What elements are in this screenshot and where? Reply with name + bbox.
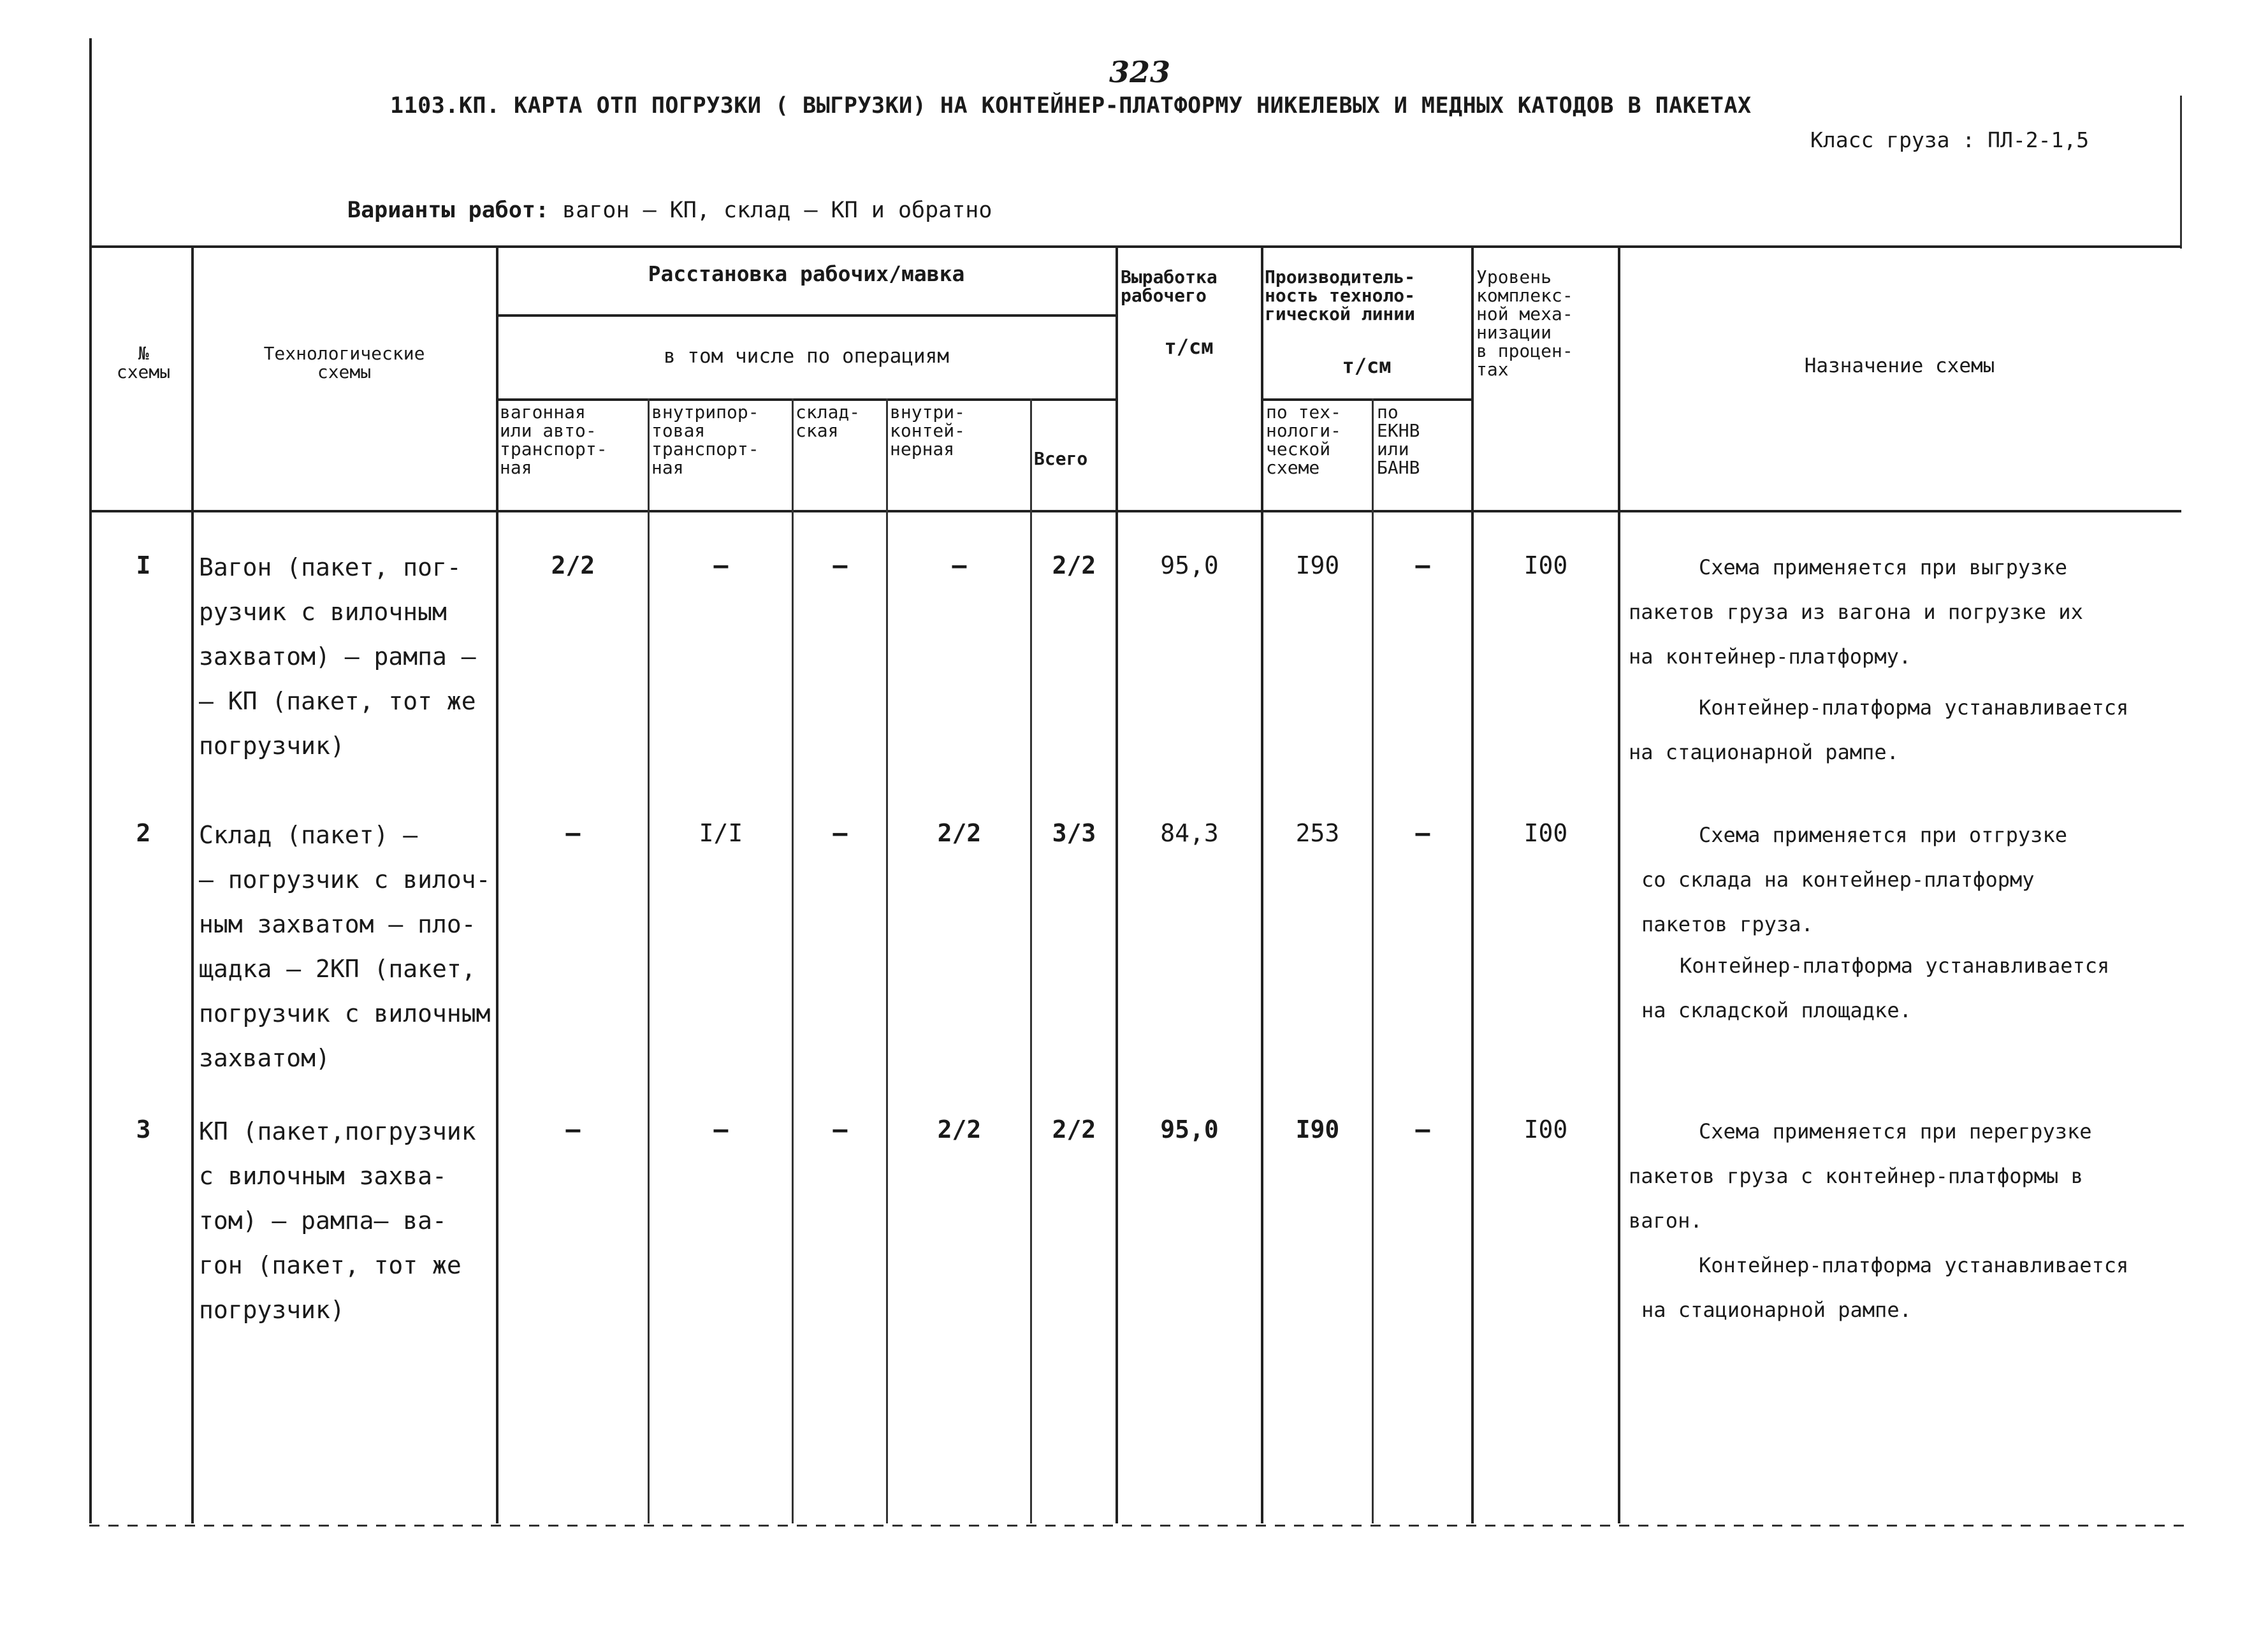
row-purpose-1: Схема применяется при выгрузке пакетов груза из вагона и погрузке их на контейнер-платформу. [1629, 555, 2083, 669]
row-wagon: 2/2 [551, 551, 595, 579]
row-scheme: Склад (пакет) – – погрузчик с вилоч- ным захватом – пло- щадка – 2КП (пакет, погрузчик с вилочным захватом) [199, 821, 491, 1072]
row-total: 2/2 [1052, 551, 1096, 579]
row-warehouse: – [832, 1115, 848, 1143]
header-placement: Расстановка рабочих/мавка [648, 261, 965, 286]
col-line-7 [1116, 245, 1118, 1523]
col-line-9 [1372, 398, 1374, 1523]
row-prod-scheme: I90 [1295, 551, 1340, 579]
header-output: Выработка рабочего [1121, 266, 1218, 306]
row-intracontainer: – [952, 551, 967, 579]
page-right-border [2180, 96, 2182, 249]
row-purpose-1: Схема применяется при перегрузке пакетов груза с контейнер-платформы в вагон. [1629, 1119, 2092, 1233]
row-purpose-2: Контейнер-платформа устанавливается на стационарной рампе. [1629, 695, 2129, 764]
row-intraport: – [713, 1115, 729, 1143]
row-prod-norms: – [1415, 1115, 1430, 1143]
row-purpose-2: Контейнер-платформа устанавливается на стационарной рампе. [1641, 1253, 2129, 1322]
document-title: 1103.КП. КАРТА ОТП ПОГРУЗКИ ( ВЫГРУЗКИ) НА КОНТЕЙНЕР-ПЛАТФОРМУ НИКЕЛЕВЫХ И МЕДНЫХ КАТОДОВ В ПАКЕТАХ [390, 93, 1752, 119]
work-variants-label: Варианты работ: [347, 198, 549, 223]
col-line-6 [1030, 398, 1032, 1523]
row-prod-norms: – [1415, 551, 1430, 579]
work-variants [347, 198, 992, 223]
header-divider-operations [497, 398, 1117, 401]
page-number: 323 [1109, 55, 1171, 89]
row-number: 2 [136, 819, 151, 847]
row-mechanization: I00 [1523, 819, 1568, 847]
header-op-total: Всего [1034, 448, 1088, 469]
work-variants-value: вагон – КП, склад – КП и обратно [562, 198, 992, 223]
row-total: 3/3 [1052, 819, 1096, 847]
col-line-11 [1618, 245, 1620, 1523]
row-intraport: – [713, 551, 729, 579]
header-op-intraport: внутрипор- товая транспорт- ная [651, 402, 759, 478]
row-prod-scheme: 253 [1295, 819, 1340, 847]
col-line-10 [1471, 245, 1474, 1523]
row-number: 3 [136, 1115, 151, 1143]
row-warehouse: – [832, 819, 848, 847]
col-line-8 [1261, 245, 1263, 1523]
row-intraport: I/I [699, 819, 743, 847]
header-prod-by-norms: по ЕКНВ или БАНВ [1377, 402, 1420, 478]
header-prod-by-scheme: по тех- нологи- ческой схеме [1266, 402, 1342, 478]
header-divider-productivity [1262, 398, 1472, 401]
row-output: 84,3 [1160, 819, 1219, 847]
row-intracontainer: 2/2 [937, 819, 982, 847]
row-purpose-1: Схема применяется при отгрузке со склада на контейнер-платформу пакетов груза. [1641, 823, 2067, 936]
col-line-3 [648, 398, 650, 1523]
header-op-warehouse: склад- ская [796, 402, 861, 441]
header-output-unit: т/см [1164, 335, 1214, 359]
header-divider-placement [497, 314, 1117, 317]
header-purpose: Назначение схемы [1804, 354, 1995, 377]
row-warehouse: – [832, 551, 848, 579]
row-purpose-2: Контейнер-платформа устанавливается на складской площадке. [1641, 954, 2110, 1022]
header-by-operations: в том числе по операциям [664, 345, 949, 368]
row-prod-norms: – [1415, 819, 1430, 847]
row-number: I [136, 551, 151, 579]
row-wagon: – [565, 1115, 581, 1143]
row-intracontainer: 2/2 [937, 1115, 982, 1143]
table-top-border [89, 245, 2181, 248]
row-total: 2/2 [1052, 1115, 1096, 1143]
row-output: 95,0 [1160, 1115, 1219, 1143]
row-wagon: – [565, 819, 581, 847]
col-line-5 [886, 398, 888, 1523]
row-scheme: Вагон (пакет, пог- рузчик с вилочным захватом) – рампа – – КП (пакет, тот же погрузчик) [199, 553, 476, 760]
header-productivity: Производитель- ность техноло- гической линии [1265, 266, 1416, 324]
table-bottom-border [89, 1525, 2186, 1527]
header-tech-schemes: Технологические схемы [263, 343, 425, 382]
header-op-intracontainer: внутри- контей- нерная [890, 402, 966, 460]
cargo-class: Класс груза : ПЛ-2-1,5 [1810, 127, 2090, 152]
row-mechanization: I00 [1523, 551, 1568, 579]
header-op-wagon: вагонная или авто- транспорт- ная [500, 402, 607, 478]
col-line-4 [792, 398, 794, 1523]
col-line-1 [191, 245, 194, 1523]
row-prod-scheme: I90 [1295, 1115, 1340, 1143]
header-productivity-unit: т/см [1342, 354, 1392, 378]
col-line-2 [496, 245, 498, 1523]
header-mechanization: Уровень комплекс- ной меха- низации в процен- тах [1476, 266, 1573, 380]
row-mechanization: I00 [1523, 1115, 1568, 1143]
row-scheme: КП (пакет,погрузчик с вилочным захва- том) – рампа– ва- гон (пакет, тот же погрузчик) [199, 1117, 476, 1324]
header-bottom-border [89, 510, 2181, 512]
page-left-border [89, 38, 92, 1523]
header-scheme-no: № схемы [116, 343, 171, 382]
row-output: 95,0 [1160, 551, 1219, 579]
